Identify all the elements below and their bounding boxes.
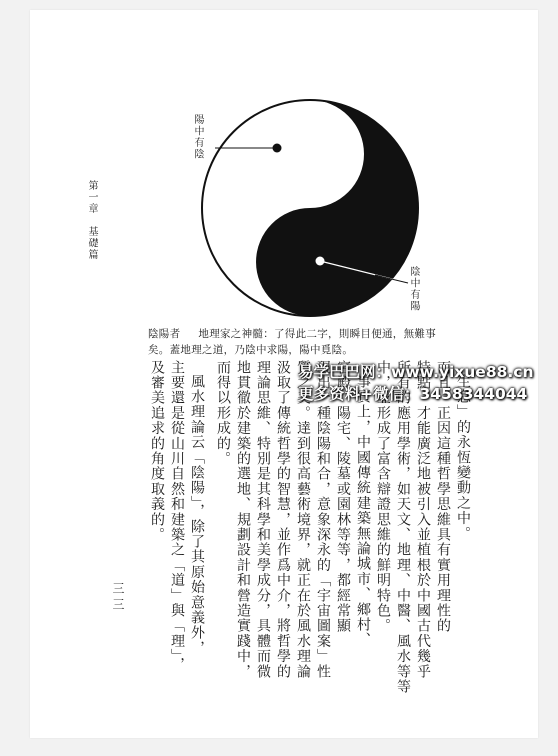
body-column: 風水理論云「陰陽」，除了其原始意義外， <box>189 374 205 656</box>
body-column: 質之美。達到很高藝術境界，就正在於風水理論 <box>295 360 311 680</box>
caption-title: 陰陽者 <box>148 328 181 340</box>
caption-line-1: 地理家之神髓：了得此二字，則瞬目便通，無難事 <box>198 328 437 340</box>
body-column: 特點，才能廣泛地被引入並植根於中國古代幾乎 <box>415 360 431 680</box>
body-column: 宮殿、陽宅、陵墓或園林等等，都經常顯 <box>335 360 351 634</box>
watermark-line-2: 更多资料+微信：3458344044 <box>298 385 528 403</box>
body-column: 汲取了傳統哲學的智慧，並作爲中介，將哲學的 <box>275 360 291 680</box>
body-column: 理論思維、特別是其科學和美學成分，具體而微 <box>255 360 271 680</box>
body-column: 所有的應用學術，如天文、地理、中醫、風水等等 <box>395 360 411 695</box>
caption-line-2: 矣。蓋地理之道，乃陰中求陽，陽中覓陰。 <box>148 344 354 356</box>
label-yin-within-yang: 陰中有陽 <box>408 266 419 312</box>
body-column: 而且，正因這種哲學思維具有實用理性的 <box>435 360 451 634</box>
body-column: 中，並形成了富含辯證思維的鮮明特色。 <box>375 360 391 634</box>
body-column: 現出一種陰陽和合，意象深永的「宇宙圖案」性 <box>315 360 331 680</box>
yin-yang-figure <box>180 98 420 318</box>
yin-yang-symbol <box>202 100 418 316</box>
body-column: 主要還是從山川自然和建築之「道」與「理」， <box>169 360 185 673</box>
body-column: 地貫徹於建築的選地、規劃設計和營造實踐中， <box>235 360 251 680</box>
yin-half <box>256 100 418 316</box>
body-column: 及審美追求的角度取義的。 <box>149 360 165 543</box>
body-column: 事實上，中國傳統建築無論城市、鄉村、 <box>355 374 371 648</box>
page-number: 三三 <box>111 582 125 614</box>
figure-caption <box>148 326 518 358</box>
label-yang-within-yin: 陽中有陰 <box>192 114 203 160</box>
body-column: 生息」的永恆變動之中。 <box>455 374 471 542</box>
chapter-heading: 第一章 基礎篇 <box>86 180 97 261</box>
body-column: 而得以形成的。 <box>215 360 231 467</box>
watermark-line-1: 易学巴巴网：www.yixue88.cn <box>298 363 534 381</box>
